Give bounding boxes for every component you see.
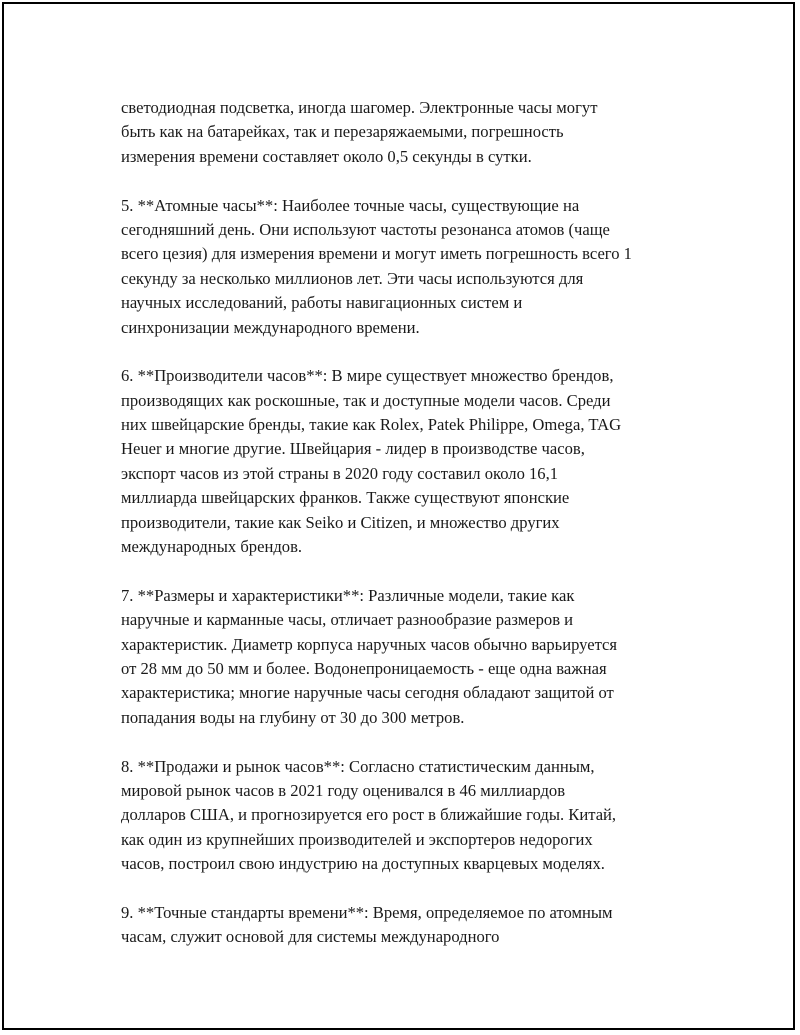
text-line: 5. **Атомные часы**: Наиболее точные часы, существующие на bbox=[121, 195, 580, 215]
text-line: 7. **Размеры и характеристики**: Различные модели, такие как bbox=[121, 585, 575, 605]
text-line: долларов США, и прогнозируется его рост в ближайшие годы. Китай, bbox=[121, 805, 617, 825]
text-line: быть как на батарейках, так и перезаряжаемыми, погрешность bbox=[121, 122, 564, 142]
document-body bbox=[121, 96, 721, 950]
text-line: них швейцарские бренды, такие как Rolex, Patek Philippe, Omega, TAG bbox=[121, 415, 622, 435]
text-line: измерения времени составляет около 0,5 секунды в сутки. bbox=[121, 146, 532, 166]
text-line: светодиодная подсветка, иногда шагомер. Электронные часы могут bbox=[121, 98, 598, 117]
text-line: мировой рынок часов в 2021 году оценивался в 46 миллиардов bbox=[121, 780, 566, 800]
paragraph-sales-and-market bbox=[121, 755, 721, 877]
text-line: попадания воды на глубину от 30 до 300 метров. bbox=[121, 707, 465, 727]
text-line: научных исследований, работы навигационных систем и bbox=[121, 293, 523, 313]
text-line: как один из крупнейших производителей и экспортеров недорогих bbox=[121, 829, 593, 849]
paragraph-time-standards bbox=[121, 901, 721, 950]
text-line: наручные и карманные часы, отличает разнообразие размеров и bbox=[121, 610, 574, 630]
paragraph-watch-manufacturers bbox=[121, 364, 721, 559]
text-line: синхронизации международного времени. bbox=[121, 317, 420, 337]
text-line: международных брендов. bbox=[121, 537, 303, 557]
text-line: характеристик. Диаметр корпуса наручных часов обычно варьируется bbox=[121, 634, 618, 654]
text-line: от 28 мм до 50 мм и более. Водонепроницаемость - еще одна важная bbox=[121, 658, 607, 678]
page-frame bbox=[2, 2, 795, 1030]
text-line: часам, служит основой для системы международного bbox=[121, 927, 500, 947]
text-line: производители, такие как Seiko и Citizen, и множество других bbox=[121, 512, 560, 532]
text-line: миллиарда швейцарских франков. Также существуют японские bbox=[121, 488, 570, 508]
paragraph-sizes-and-characteristics bbox=[121, 584, 721, 730]
text-line: характеристика; многие наручные часы сегодня обладают защитой от bbox=[121, 683, 614, 703]
text-line: Heuer и многие другие. Швейцария - лидер в производстве часов, bbox=[121, 439, 585, 459]
text-line: сегодняшний день. Они используют частоты резонанса атомов (чаще bbox=[121, 219, 610, 239]
text-line: 9. **Точные стандарты времени**: Время, определяемое по атомным bbox=[121, 902, 613, 922]
text-line: экспорт часов из этой страны в 2020 году составил около 16,1 bbox=[121, 463, 559, 483]
text-line: 6. **Производители часов**: В мире существует множество брендов, bbox=[121, 366, 614, 386]
text-line: 8. **Продажи и рынок часов**: Согласно статистическим данным, bbox=[121, 756, 595, 776]
text-line: часов, построил свою индустрию на доступных кварцевых моделях. bbox=[121, 854, 605, 874]
text-line: всего цезия) для измерения времени и могут иметь погрешность всего 1 bbox=[121, 244, 632, 264]
text-line: секунду за несколько миллионов лет. Эти часы используются для bbox=[121, 268, 584, 288]
text-line: производящих как роскошные, так и доступные модели часов. Среди bbox=[121, 390, 611, 410]
paragraph-electronic-watches-continued bbox=[121, 96, 721, 169]
paragraph-atomic-clocks bbox=[121, 194, 721, 340]
